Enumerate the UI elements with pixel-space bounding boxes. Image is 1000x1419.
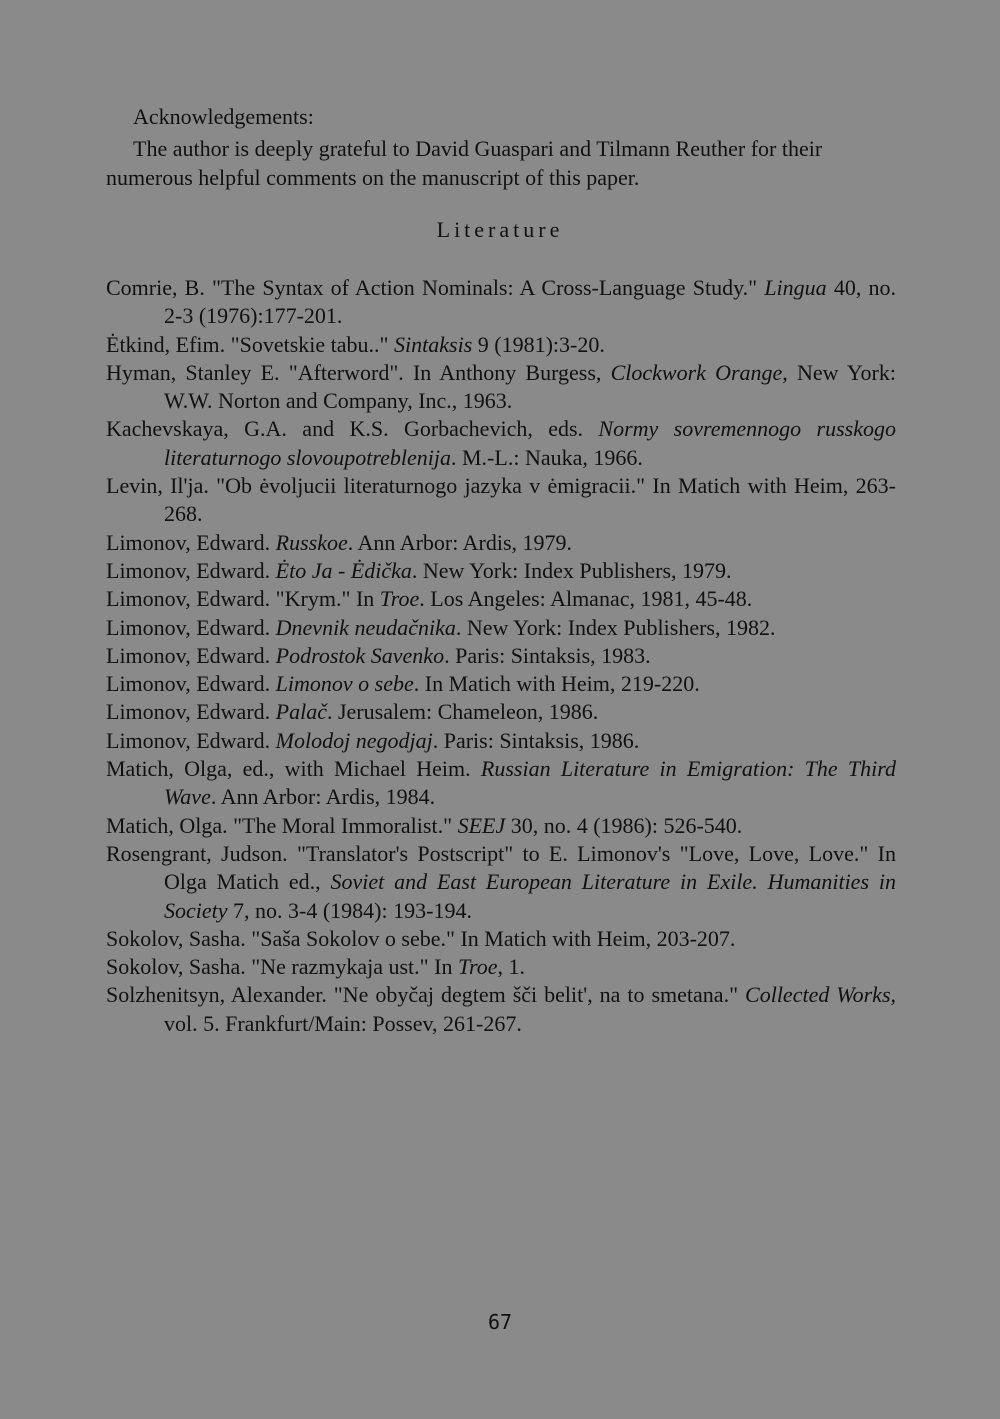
reference-details: 30, no. 4 (1986): 526-540.	[505, 812, 743, 838]
reference-title: Troe	[379, 586, 420, 612]
reference-entry	[106, 812, 896, 840]
acknowledgements-text: The author is deeply grateful to David Guaspari and Tilmann Reuther for their numerous helpful comments on the manuscript of this paper.	[106, 136, 823, 190]
reference-text: Comrie, B. "The Syntax of Action Nominals: A Cross-Language Study."	[106, 275, 765, 300]
reference-text: Limonov, Edward.	[106, 529, 276, 555]
reference-text: Limonov, Edward.	[106, 727, 276, 753]
reference-title: Clockwork Orange	[610, 359, 783, 385]
reference-details: 9 (1981):3-20.	[472, 331, 605, 357]
reference-text: Ėtkind, Efim. "Sovetskie tabu.."	[106, 331, 395, 357]
reference-details: . Los Angeles: Almanac, 1981, 45-48.	[419, 586, 753, 612]
reference-details: . M.-L.: Nauka, 1966.	[451, 444, 643, 470]
reference-entry	[106, 614, 896, 642]
reference-entry	[106, 925, 896, 953]
reference-entry	[106, 529, 896, 557]
reference-title: Sintaksis	[394, 331, 473, 357]
reference-text: Rosengrant, Judson. "Translator's Postscript" to E. Limonov's "Love, Love, Love." In Olga Matich ed.,	[106, 840, 896, 895]
reference-title: Collected Works,	[745, 982, 897, 1008]
reference-text: Hyman, Stanley E. "Afterword". In Anthony Burgess,	[106, 359, 611, 385]
reference-entry	[106, 642, 896, 670]
reference-details: . Paris: Sintaksis, 1986.	[432, 727, 640, 753]
reference-entry	[106, 953, 896, 981]
reference-entry	[106, 274, 896, 331]
reference-details: vol. 5. Frankfurt/Main: Possev, 261-267.	[164, 1010, 522, 1036]
reference-title: Lingua	[764, 275, 827, 300]
reference-text: Sokolov, Sasha. "Saša Sokolov o sebe." In Matich with Heim, 203-207.	[106, 925, 736, 951]
reference-entry	[106, 472, 896, 529]
reference-title: Normy sovremennogo russkogo literaturnogo slovoupotreblenija	[164, 416, 897, 470]
reference-details: . Jerusalem: Chameleon, 1986.	[326, 699, 599, 725]
reference-details: , New York: W.W. Norton and Company, Inc., 1963.	[164, 359, 896, 414]
reference-text: Limonov, Edward.	[106, 557, 276, 583]
reference-title: Limonov o sebe	[275, 671, 414, 697]
reference-entry	[106, 727, 896, 755]
reference-text: Sokolov, Sasha. "Ne razmykaja ust." In	[106, 954, 458, 980]
reference-entry	[106, 359, 896, 416]
reference-title: Soviet and East European Literature in Exile. Humanities in Society	[164, 869, 896, 923]
reference-details: . Paris: Sintaksis, 1983.	[444, 642, 651, 668]
reference-list	[106, 274, 896, 1038]
reference-title: Podrostok Savenko	[275, 642, 445, 668]
reference-entry	[106, 585, 896, 613]
reference-entry	[106, 981, 896, 1038]
reference-title: Russkoe	[275, 529, 348, 555]
acknowledgements-heading: Acknowledgements:	[133, 104, 314, 129]
reference-details: 40, no. 2-3 (1976):177-201.	[164, 275, 897, 329]
reference-text: Limonov, Edward.	[106, 699, 276, 725]
reference-title: Russian Literature in Emigration: The Third Wave	[164, 756, 896, 810]
reference-entry	[106, 840, 896, 925]
reference-details: . New York: Index Publishers, 1979.	[411, 557, 732, 583]
reference-entry	[106, 755, 896, 812]
reference-details: , 1.	[497, 954, 525, 980]
reference-title: Ėto Ja - Ėdička	[275, 557, 412, 583]
reference-details: . Ann Arbor: Ardis, 1979.	[347, 529, 573, 555]
reference-text: Limonov, Edward.	[106, 671, 276, 697]
reference-text: Limonov, Edward.	[106, 642, 276, 668]
reference-entry	[106, 670, 896, 698]
page-number: 67	[487, 1310, 513, 1334]
reference-entry	[106, 698, 896, 726]
reference-title: Troe	[457, 954, 498, 980]
reference-details: . New York: Index Publishers, 1982.	[455, 614, 776, 640]
reference-title: SEEJ	[457, 812, 506, 838]
reference-title: Molodoj negodjaj	[275, 727, 433, 753]
reference-details: . In Matich with Heim, 219-220.	[413, 671, 700, 697]
reference-text: Levin, Il'ja. "Ob ėvoljucii literaturnogo jazyka v ėmigracii." In Matich with Heim, 263-268.	[106, 473, 896, 527]
literature-heading: Literature	[436, 217, 564, 242]
reference-text: Limonov, Edward. "Krym." In	[106, 586, 380, 612]
reference-entry	[106, 415, 896, 472]
reference-details: 7, no. 3-4 (1984): 193-194.	[227, 897, 472, 923]
reference-text: Matich, Olga. "The Moral Immoralist."	[106, 812, 458, 838]
reference-entry	[106, 331, 896, 359]
reference-entry	[106, 557, 896, 585]
reference-text: Kachevskaya, G.A. and K.S. Gorbachevich, eds.	[106, 416, 599, 442]
reference-title: Dnevnik neudačnika	[275, 614, 456, 640]
reference-title: Palač	[275, 699, 327, 725]
reference-text: Solzhenitsyn, Alexander. "Ne obyčaj degtem šči belit', na to smetana."	[106, 982, 746, 1008]
reference-details: . Ann Arbor: Ardis, 1984.	[210, 784, 436, 810]
reference-text: Limonov, Edward.	[106, 614, 276, 640]
reference-text: Matich, Olga, ed., with Michael Heim.	[106, 756, 481, 782]
